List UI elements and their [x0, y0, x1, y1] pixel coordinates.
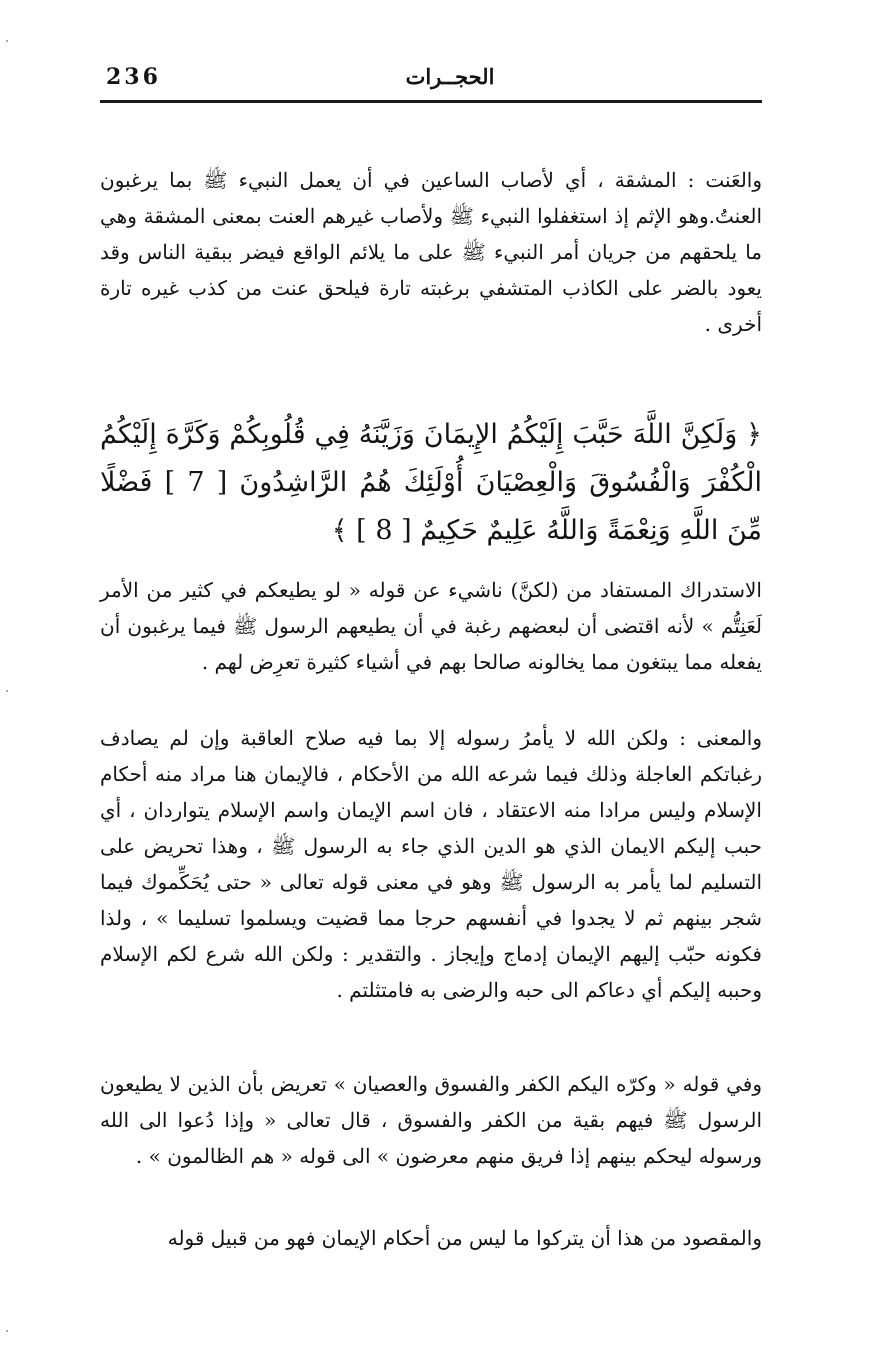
page-number: 236 — [106, 64, 161, 90]
scan-speck — [6, 690, 8, 692]
paragraph-2: الاستدراك المستفاد من (لكنَّ) ناشيء عن قوله « لو يطيعكم في كثير من الأمر لَعَنِتُّم » لأنه اقتضى أن لبعضهم رغبة في أن يطيعهم الرسول ﷺ فيما يرغبون أن يفعله مما يبتغون مما يخالونه صالحا بهم في أشياء كثيرة تعرِض لهم . — [100, 578, 762, 674]
scan-speck — [6, 40, 8, 42]
scan-speck — [6, 1330, 8, 1332]
page-header — [100, 62, 762, 100]
paragraph-3: والمعنى : ولكن الله لا يأمرُ رسوله إلا بما فيه صلاح العاقبة وإن لم يصادف رغباتكم العاجلة وذلك فيما شرعه الله من الأحكام ، فالإيمان هنا مراد منه أحكام الإسلام وليس مرادا منه الاعتقاد ، فان اسم الإيمان واسم الإسلام يتواردان ، أي حبب إليكم الايمان الذي هو الدين الذي جاء به الرسول ﷺ ، وهذا تحريض على التسليم لما يأمر به الرسول ﷺ وهو في معنى قوله تعالى « حتى يُحَكِّموك فيما شجر بينهم ثم لا يجدوا في أنفسهم حرجا مما قضيت ويسلموا تسليما » ، ولذا فكونه حبّب إليهم الإيمان إدماج وإيجاز . والتقدير : ولكن الله شرع لكم الإسلام وحببه إليكم أي دعاكم الى حبه والرضى به فامتثلتم . — [100, 726, 763, 1002]
quran-verse: ﴿ وَلَكِنَّ اللَّهَ حَبَّبَ إِلَيْكُمُ الإِيمَانَ وَزَيَّنَهُ فِي قُلُوبِكُمْ وَكَرَّهَ إِلَيْكُمُ الْكُفْرَ وَالْفُسُوقَ وَالْعِصْيَانَ أُوْلَئِكَ هُمُ الرَّاشِدُونَ [ 7 ] فَضْلًا مِّنَ اللَّهِ وَنِعْمَةً وَاللَّهُ عَلِيمٌ حَكِيمٌ [ 8 ] ﴾ — [100, 419, 762, 546]
paragraph-1: والعَنت : المشقة ، أي لأصاب الساعين في أن يعمل النبيء ﷺ بما يرغبون العنتُ.وهو الإثم إذ استغفلوا النبيء ﷺ ولأصاب غيرهم العنت بمعنى المشقة وهي ما يلحقهم من جريان أمر النبيء ﷺ على ما يلائم الواقع فيضر ببقية الناس وقد يعود بالضر على الكاذب المتشفي برغبته تارة فيلحق عنت من كذب غيره تارة أخرى . — [100, 168, 762, 336]
running-head: الحجــرات — [405, 64, 495, 89]
paragraph-5: والمقصود من هذا أن يتركوا ما ليس من أحكام الإيمان فهو من قبيل قوله — [167, 1226, 762, 1250]
paragraph-4: وفي قوله « وكرّه اليكم الكفر والفسوق والعصيان » تعريض بأن الذين لا يطيعون الرسول ﷺ فيهم بقية من الكفر والفسوق ، قال تعالى « وإذا دُعوا الى الله ورسوله ليحكم بينهم إذا فريق منهم معرضون » الى قوله « هم الظالمون » . — [100, 1072, 762, 1168]
header-rule — [100, 100, 762, 103]
